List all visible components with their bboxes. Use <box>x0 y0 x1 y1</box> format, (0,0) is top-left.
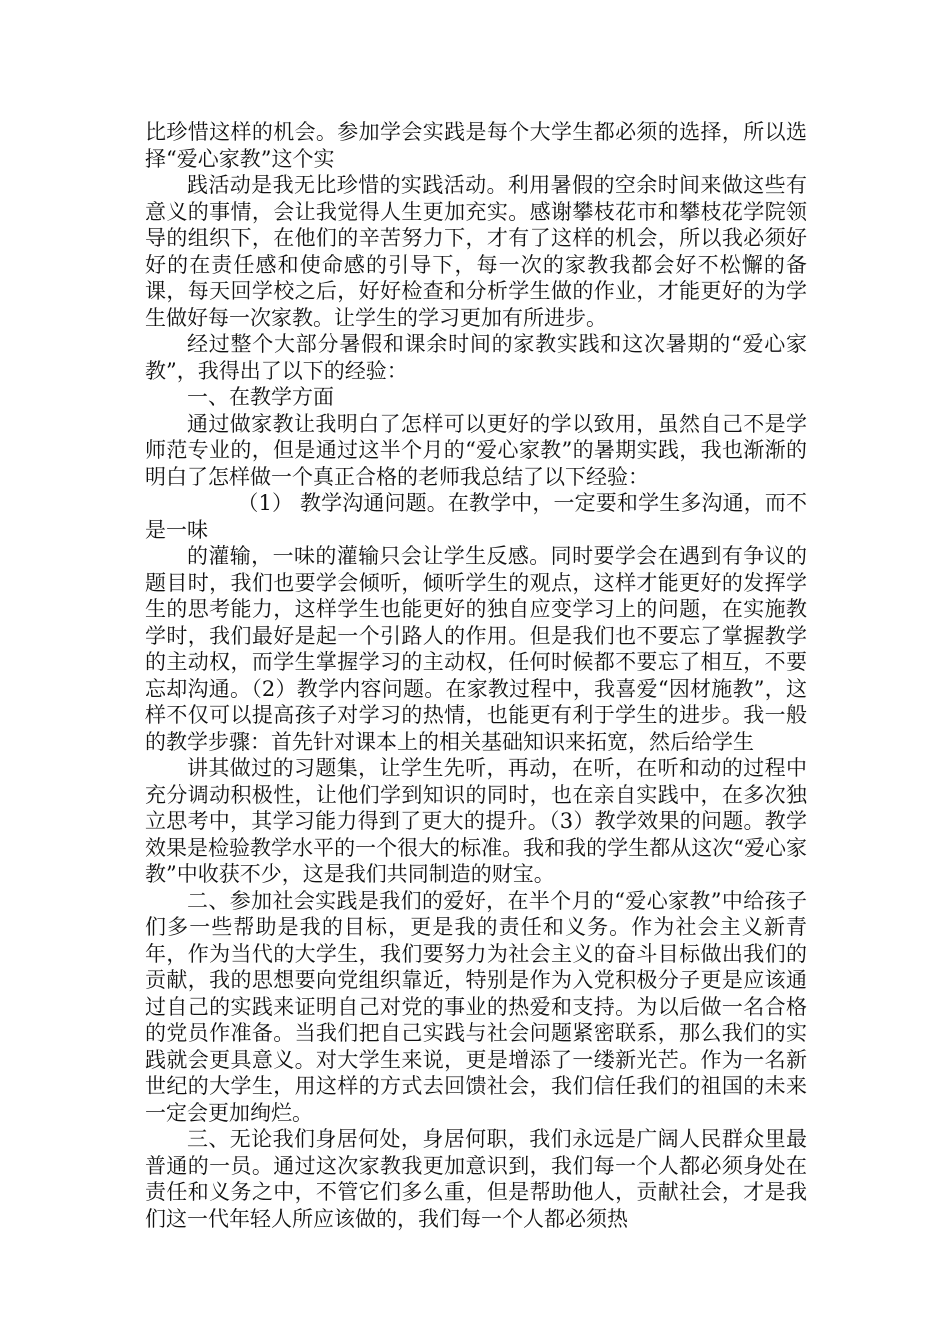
paragraph-8: 二、参加社会实践是我们的爱好，在半个月的“爱心家教”中给孩子们多一些帮助是我的目标，更是我的责任和义务。作为社会主义新青年，作为当代的大学生，我们要努力为社会主义的奋斗目标做出我们的贡献，我的思想要向党组织靠近，特别是作为入党积极分子更是应该通过自己的实践来证明自己对党的事业的热爱和支持。为以后做一名合格的党员作准备。当我们把自己实践与社会问题紧密联系，那么我们的实践就会更具意义。对大学生来说，更是增添了一缕新光芒。作为一名新世纪的大学生，用这样的方式去回馈社会，我们信任我们的祖国的未来一定会更加绚烂。 <box>145 888 807 1125</box>
paragraph-3: 经过整个大部分暑假和课余时间的家教实践和这次暑期的“爱心家教”，我得出了以下的经验： <box>145 332 807 383</box>
paragraph-9: 三、无论我们身居何处，身居何职，我们永远是广阔人民群众里最普通的一员。通过这次家教我更加意识到，我们每一个人都必须身处在责任和义务之中，不管它们多么重，但是帮助他人，贡献社会，才是我们这一代年轻人所应该做的，我们每一个人都必须热 <box>145 1127 807 1231</box>
paragraph-7: 讲其做过的习题集，让学生先听，再动，在听，在听和动的过程中充分调动积极性，让他们学到知识的同时，也在亲自实践中，在多次独立思考中，其学习能力得到了更大的提升。（3）教学效果的问题。教学效果是检验教学水平的一个很大的标准。我和我的学生都从这次“爱心家教”中收获不少，这是我们共同制造的财宝。 <box>145 756 807 886</box>
paragraph-2: 践活动是我无比珍惜的实践活动。利用暑假的空余时间来做这些有意义的事情，会让我觉得人生更加充实。感谢攀枝花市和攀枝花学院领导的组织下，在他们的辛苦努力下，才有了这样的机会，所以我必须好好的在责任感和使命感的引导下，每一次的家教我都会好不松懈的备课，每天回学校之后，好好检查和分析学生做的作业，才能更好的为学生做好每一次家教。让学生的学习更加有所进步。 <box>145 173 807 330</box>
section-heading-teaching: 一、在教学方面 <box>187 385 334 409</box>
paragraph-1: 比珍惜这样的机会。参加学会实践是每个大学生都必须的选择，所以选择“爱心家教”这个实 <box>145 120 807 171</box>
paragraph-4: 通过做家教让我明白了怎样可以更好的学以致用，虽然自己不是学师范专业的，但是通过这半个月的“爱心家教”的暑期实践，我也渐渐的明白了怎样做一个真正合格的老师我总结了以下经验： <box>145 411 807 489</box>
document-body <box>145 119 807 1232</box>
paragraph-5: （1） 教学沟通问题。在教学中，一定要和学生多沟通，而不是一味 <box>145 491 807 542</box>
paragraph-6: 的灌输，一味的灌输只会让学生反感。同时要学会在遇到有争议的题目时，我们也要学会倾听，倾听学生的观点，这样才能更好的发挥学生的思考能力，这样学生也能更好的独自应变学习上的问题，在实施教学时，我们最好是起一个引路人的作用。但是我们也不要忘了掌握教学的主动权，而学生掌握学习的主动权，任何时候都不要忘了相互，不要忘却沟通。（2）教学内容问题。在家教过程中，我喜爱“因材施教”，这样不仅可以提高孩子对学习的热情，也能更有利于学生的进步。我一般的教学步骤：首先针对课本上的相关基础知识来拓宽，然后给学生 <box>145 544 807 754</box>
